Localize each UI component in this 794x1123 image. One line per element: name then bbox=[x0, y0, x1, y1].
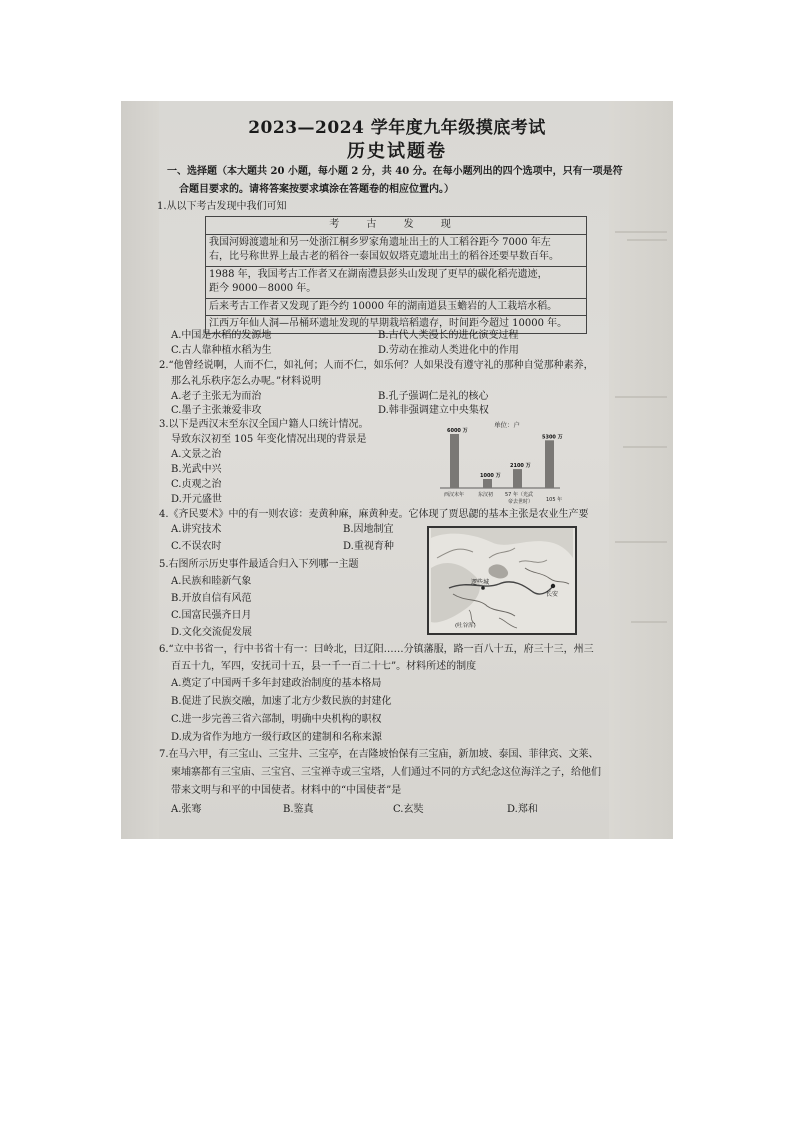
q3-line1: 3.以下是西汉末至东汉全国户籍人口统计情况。 bbox=[159, 419, 369, 430]
table-line: 我国河姆渡遗址和另一处浙江桐乡罗家角遗址出土的人工稻谷距今 7000 年左 bbox=[209, 236, 551, 248]
exam-subject: 历史试题卷 bbox=[347, 141, 447, 162]
q1-archaeology-table bbox=[205, 216, 587, 334]
q4-option-b: B.因地制宜 bbox=[343, 524, 394, 535]
q4-option-c: C.不误农时 bbox=[171, 541, 222, 552]
exam-title: 2023—2024 学年度九年级摸底考试 bbox=[248, 118, 546, 138]
q6-option-c: C.进一步完善三省六部制，明确中央机构的职权 bbox=[171, 714, 382, 725]
q7-line1: 7.在马六甲，有三宝山、三宝井、三宝亭，在吉隆坡怡保有三宝庙，新加坡、泰国、菲律宾、文莱、 bbox=[159, 749, 599, 760]
q7-option-c: C.玄奘 bbox=[393, 804, 424, 815]
q7-line3: 带来文明与和平的中国使者。材料中的“中国使者”是 bbox=[171, 785, 402, 796]
chart-tick-label: 帝去世时） bbox=[508, 499, 534, 505]
q7-line2: 柬埔寨都有三宝庙、三宝宫、三宝禅寺或三宝塔，人们通过不同的方式纪念这位海洋之子，给他们 bbox=[171, 767, 601, 778]
population-bar-chart bbox=[428, 416, 578, 506]
q6-option-a: A.奠定了中国两千多年封建政治制度的基本格局 bbox=[171, 678, 382, 689]
q2-line2: 那么礼乐秩序怎么办呢。”材料说明 bbox=[171, 376, 322, 387]
chart-data-label: 5300 万 bbox=[542, 434, 563, 441]
q4-stem: 4.《齐民要术》中的有一则农谚：麦黄种麻，麻黄种麦。它体现了贾思勰的基本主张是农业生产要 bbox=[159, 509, 589, 520]
q3-option-d: D.开元盛世 bbox=[171, 494, 222, 505]
q2-option-d: D.韩非强调建立中央集权 bbox=[378, 405, 489, 416]
q5-option-c: C.国富民强齐日月 bbox=[171, 610, 252, 621]
q3-option-c: C.贞观之治 bbox=[171, 479, 222, 490]
q2-option-a: A.老子主张无为而治 bbox=[171, 391, 262, 402]
map-label: 长安 bbox=[546, 591, 559, 598]
table-line: 1988 年，我国考古工作者又在湖南澧县彭头山发现了更早的碳化稻壳遗迹， bbox=[209, 268, 548, 280]
q1-stem: 1.从以下考古发现中我们可知 bbox=[157, 201, 287, 212]
q7-option-b: B.鉴真 bbox=[283, 804, 314, 815]
q3-option-b: B.光武中兴 bbox=[171, 464, 222, 475]
map-label: 逻些城 bbox=[471, 579, 490, 586]
exam-page bbox=[121, 101, 673, 839]
section-instruction-line2: 合题目要求的。请将答案按要求填涂在答题卷的相应位置内。） bbox=[179, 184, 454, 195]
chart-bar bbox=[513, 469, 522, 488]
q5-option-a: A.民族和睦新气象 bbox=[171, 576, 252, 587]
q4-option-a: A.讲究技术 bbox=[171, 524, 222, 535]
exam-photo bbox=[121, 101, 673, 839]
table-line: 右，比号称世界上最古老的稻谷一泰国奴奴塔克遗址出土的稻谷还要早数百年。 bbox=[209, 251, 559, 262]
q2-option-c: C.墨子主张兼爱非攻 bbox=[171, 405, 262, 416]
chart-bar bbox=[483, 479, 492, 488]
q2-line1: 2.“他曾经说啊，人而不仁，如礼何；人而不仁，如乐何？人如果没有遵守礼的那种自觉那种素养， bbox=[159, 360, 594, 371]
chart-bar bbox=[450, 434, 459, 488]
section-instruction-line1: 一、选择题（本大题共 20 小题，每小题 2 分，共 40 分。在每小题列出的四个选项中，只有一项是符 bbox=[167, 166, 623, 177]
q6-line1: 6.“立中书省一，行中书省十有一：曰岭北，曰辽阳……分镇藩服，路一百八十五，府三十三，州三 bbox=[159, 644, 594, 655]
chart-tick-label: 东汉初 bbox=[478, 492, 494, 498]
q4-option-d: D.重视育种 bbox=[343, 541, 394, 552]
q5-option-b: B.开放自信有风范 bbox=[171, 593, 252, 604]
q1-option-b: B.古代人类漫长的进化演变过程 bbox=[378, 330, 519, 341]
table-row bbox=[206, 234, 586, 266]
historical-route-map bbox=[427, 526, 577, 635]
q6-option-d: D.成为省作为地方一级行政区的建制和名称来源 bbox=[171, 732, 382, 743]
table-row bbox=[206, 298, 586, 316]
table-header: 考 古 发 现 bbox=[329, 219, 463, 230]
q7-option-a: A.张骞 bbox=[171, 804, 202, 815]
q7-option-d: D.郑和 bbox=[507, 804, 538, 815]
q1-option-c: C.古人靠种植水稻为生 bbox=[171, 345, 272, 356]
chart-bar bbox=[545, 440, 554, 488]
q6-line2: 百五十九，军四，安抚司十五，县一千一百二十七”。材料所述的制度 bbox=[171, 661, 477, 672]
chart-tick-label: 西汉末年 bbox=[444, 492, 465, 498]
table-line: 江西万年仙人洞—吊桶环遗址发现的早期栽培稻遗存，时间距今超过 10000 年。 bbox=[209, 318, 568, 329]
q3-option-a: A.文景之治 bbox=[171, 449, 222, 460]
q1-option-a: A.中国是水稻的发源地 bbox=[171, 330, 272, 341]
table-row bbox=[206, 266, 586, 298]
chart-tick-label: 105 年 bbox=[546, 497, 563, 503]
chart-data-label: 1000 万 bbox=[480, 473, 501, 479]
q5-stem: 5.右图所示历史事件最适合归入下列哪一主题 bbox=[159, 559, 359, 570]
q6-option-b: B.促进了民族交融，加速了北方少数民族的封建化 bbox=[171, 696, 392, 707]
map-label: (吐谷浑) bbox=[455, 623, 476, 629]
table-line: 距今 9000－8000 年。 bbox=[209, 283, 317, 294]
chart-tick-label: 57 年（光武 bbox=[505, 492, 533, 498]
chart-data-label: 6000 万 bbox=[447, 428, 468, 434]
table-line: 后来考古工作者又发现了距今约 10000 年的湖南道县玉蟾岩的人工栽培水稻。 bbox=[209, 300, 558, 312]
q5-option-d: D.文化交流促发展 bbox=[171, 627, 252, 638]
map-drawing bbox=[429, 528, 575, 633]
q1-option-d: D.劳动在推动人类进化中的作用 bbox=[378, 345, 519, 356]
q3-line2: 导致东汉初至 105 年变化情况出现的背景是 bbox=[171, 434, 367, 445]
chart-unit-label: 单位：户 bbox=[494, 421, 520, 429]
chart-data-label: 2100 万 bbox=[510, 463, 531, 470]
q2-option-b: B.孔子强调仁是礼的核心 bbox=[378, 391, 489, 402]
